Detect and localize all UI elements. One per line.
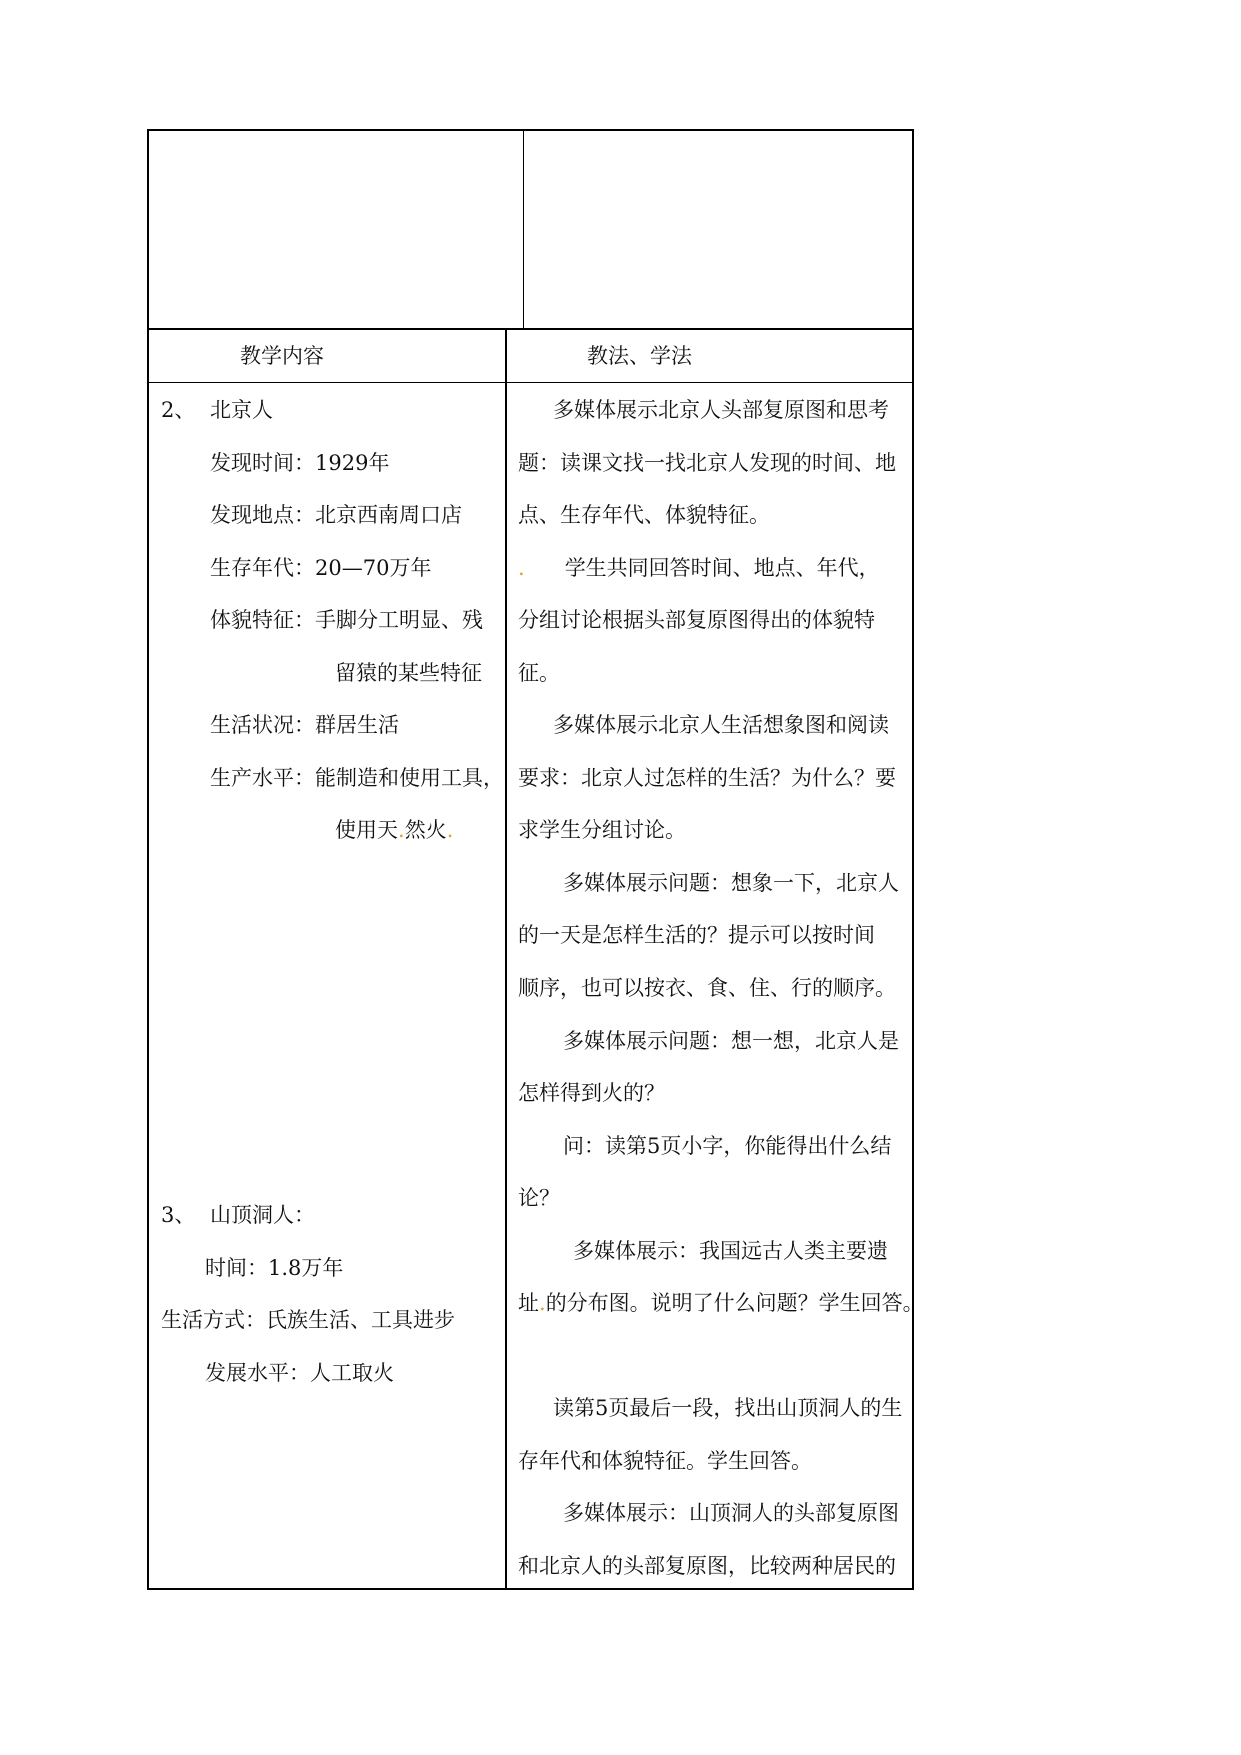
method-text-line: 论？: [518, 1186, 560, 1210]
method-text-span: 学生共同回答时间、地点、年代，: [564, 556, 880, 580]
discovery-place: 发现地点：北京西南周口店: [210, 503, 462, 527]
mark-dot: .: [398, 818, 405, 842]
column-divider: [505, 328, 507, 1590]
method-text-line: 多媒体展示：我国远古人类主要遗: [573, 1239, 888, 1263]
section-3-title: 山顶洞人：: [210, 1203, 315, 1227]
method-text-line: 顺序，也可以按衣、食、住、行的顺序。: [518, 976, 896, 1000]
upper-cave-development: 发展水平：人工取火: [205, 1361, 394, 1385]
method-text-line: 和北京人的头部复原图，比较两种居民的: [518, 1554, 896, 1578]
method-text-line: 题：读课文找一找北京人发现的时间、地: [518, 451, 896, 475]
section-2-number: 2、: [161, 398, 196, 422]
mark-dot: .: [518, 556, 525, 580]
method-text-line: 多媒体展示问题：想一想，北京人是: [563, 1029, 899, 1053]
method-text-line: [518, 1290, 924, 1316]
header-teaching-methods: 教法、学法: [587, 344, 692, 368]
method-text-line: [518, 555, 880, 581]
method-text-line: 多媒体展示：山顶洞人的头部复原图: [563, 1501, 899, 1525]
body-features-line-2: 留猿的某些特征: [335, 661, 482, 685]
method-text-line: 读第5页最后一段，找出山顶洞人的生: [553, 1396, 903, 1420]
table-border-bottom: [147, 1588, 914, 1590]
method-text-line: 点、生存年代、体貌特征。: [518, 503, 770, 527]
production-level-line-1: 生产水平：能制造和使用工具，: [210, 766, 504, 790]
header-teaching-content: 教学内容: [240, 344, 324, 368]
method-text-line: 多媒体展示问题：想象一下，北京人: [563, 871, 899, 895]
method-text-line: 要求：北京人过怎样的生活？为什么？要: [518, 766, 896, 790]
living-conditions: 生活状况：群居生活: [210, 713, 399, 737]
section-2-title: 北京人: [210, 398, 273, 422]
method-text-line: 怎样得到火的？: [518, 1081, 665, 1105]
method-text-line: 问：读第5页小字，你能得出什么结: [563, 1134, 892, 1158]
survival-age: 生存年代：20—70万年: [210, 556, 432, 580]
table-border-left: [147, 129, 149, 1590]
method-text-line: 的一天是怎样生活的？提示可以按时间: [518, 923, 875, 947]
method-text-line: 存年代和体貌特征。学生回答。: [518, 1449, 812, 1473]
mark-dot: .: [446, 818, 454, 842]
method-text-line: 征。: [518, 661, 560, 685]
method-text-span: 的分布图。说明了什么问题？学生回答。: [545, 1291, 924, 1315]
table-border-top: [147, 129, 914, 131]
method-text-line: 求学生分组讨论。: [518, 818, 686, 842]
row-divider-top: [147, 328, 914, 330]
method-text-line: 分组讨论根据头部复原图得出的体貌特: [518, 608, 875, 632]
top-row-divider: [523, 129, 524, 329]
table-border-right: [912, 129, 914, 1590]
header-row-divider: [147, 382, 914, 383]
upper-cave-time: 时间：1.8万年: [205, 1256, 344, 1280]
body-features-line-1: 体貌特征：手脚分工明显、残: [210, 608, 483, 632]
mark-dot: .: [539, 1291, 546, 1315]
upper-cave-lifestyle: 生活方式：氏族生活、工具进步: [161, 1308, 455, 1332]
production-level-line-2: [335, 817, 453, 843]
production-level-line-2a: 使用天: [335, 818, 398, 842]
section-3-number: 3、: [161, 1203, 196, 1227]
method-text-line: 多媒体展示北京人生活想象图和阅读: [553, 713, 889, 737]
method-text-span: 址: [518, 1291, 539, 1315]
discovery-time: 发现时间：1929年: [210, 451, 390, 475]
method-text-line: 多媒体展示北京人头部复原图和思考: [553, 398, 889, 422]
production-level-line-2b: 然火: [404, 818, 447, 842]
